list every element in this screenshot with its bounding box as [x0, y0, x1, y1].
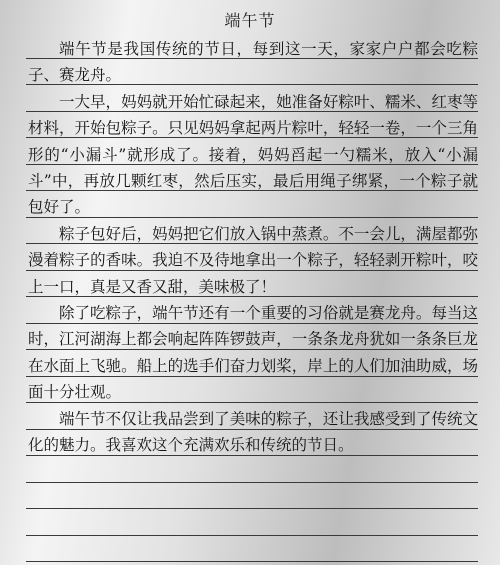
essay-title: 端午节 — [224, 11, 276, 30]
paragraph-5: 端午节不仅让我品尝到了美味的粽子，还让我感受到了传统文化的魅力。我喜欢这个充满欢乐和传统的节日。 — [28, 409, 478, 455]
paragraph-1: 端午节是我国传统的节日，每到这一天，家家户户都会吃粽子、赛龙舟。 — [28, 40, 478, 85]
ruled-line — [26, 482, 478, 483]
paragraph-3: 粽子包好后，妈妈把它们放入锅中蒸煮。不一会儿，满屋都弥漫着粽子的香味。我迫不及待地拿出一个粽子，轻轻剥开粽叶，咬上一口，真是又香又甜，美味极了！ — [28, 224, 478, 296]
paragraph-2: 一大早，妈妈就开始忙碌起来，她准备好粽叶、糯米、红枣等材料，开始包粽子。只见妈妈拿起两片粽叶，轻轻一卷，一个三角形的“小漏斗”就形成了。接着，妈妈舀起一勺糯米，放入“小漏斗”中，再放几颗红枣，然后压实，最后用绳子绑紧，一个粽子就包好了。 — [28, 92, 478, 217]
essay-body — [28, 36, 478, 459]
ruled-line — [26, 508, 478, 509]
paragraph-4: 除了吃粽子，端午节还有一个重要的习俗就是赛龙舟。每当这时，江河湖海上都会响起阵阵锣鼓声，一条条龙舟犹如一条条巨龙在水面上飞驰。船上的选手们奋力划桨，岸上的人们加油助威，场面十分壮观。 — [28, 304, 478, 402]
ruled-line — [26, 561, 478, 562]
ruled-line — [26, 535, 478, 536]
